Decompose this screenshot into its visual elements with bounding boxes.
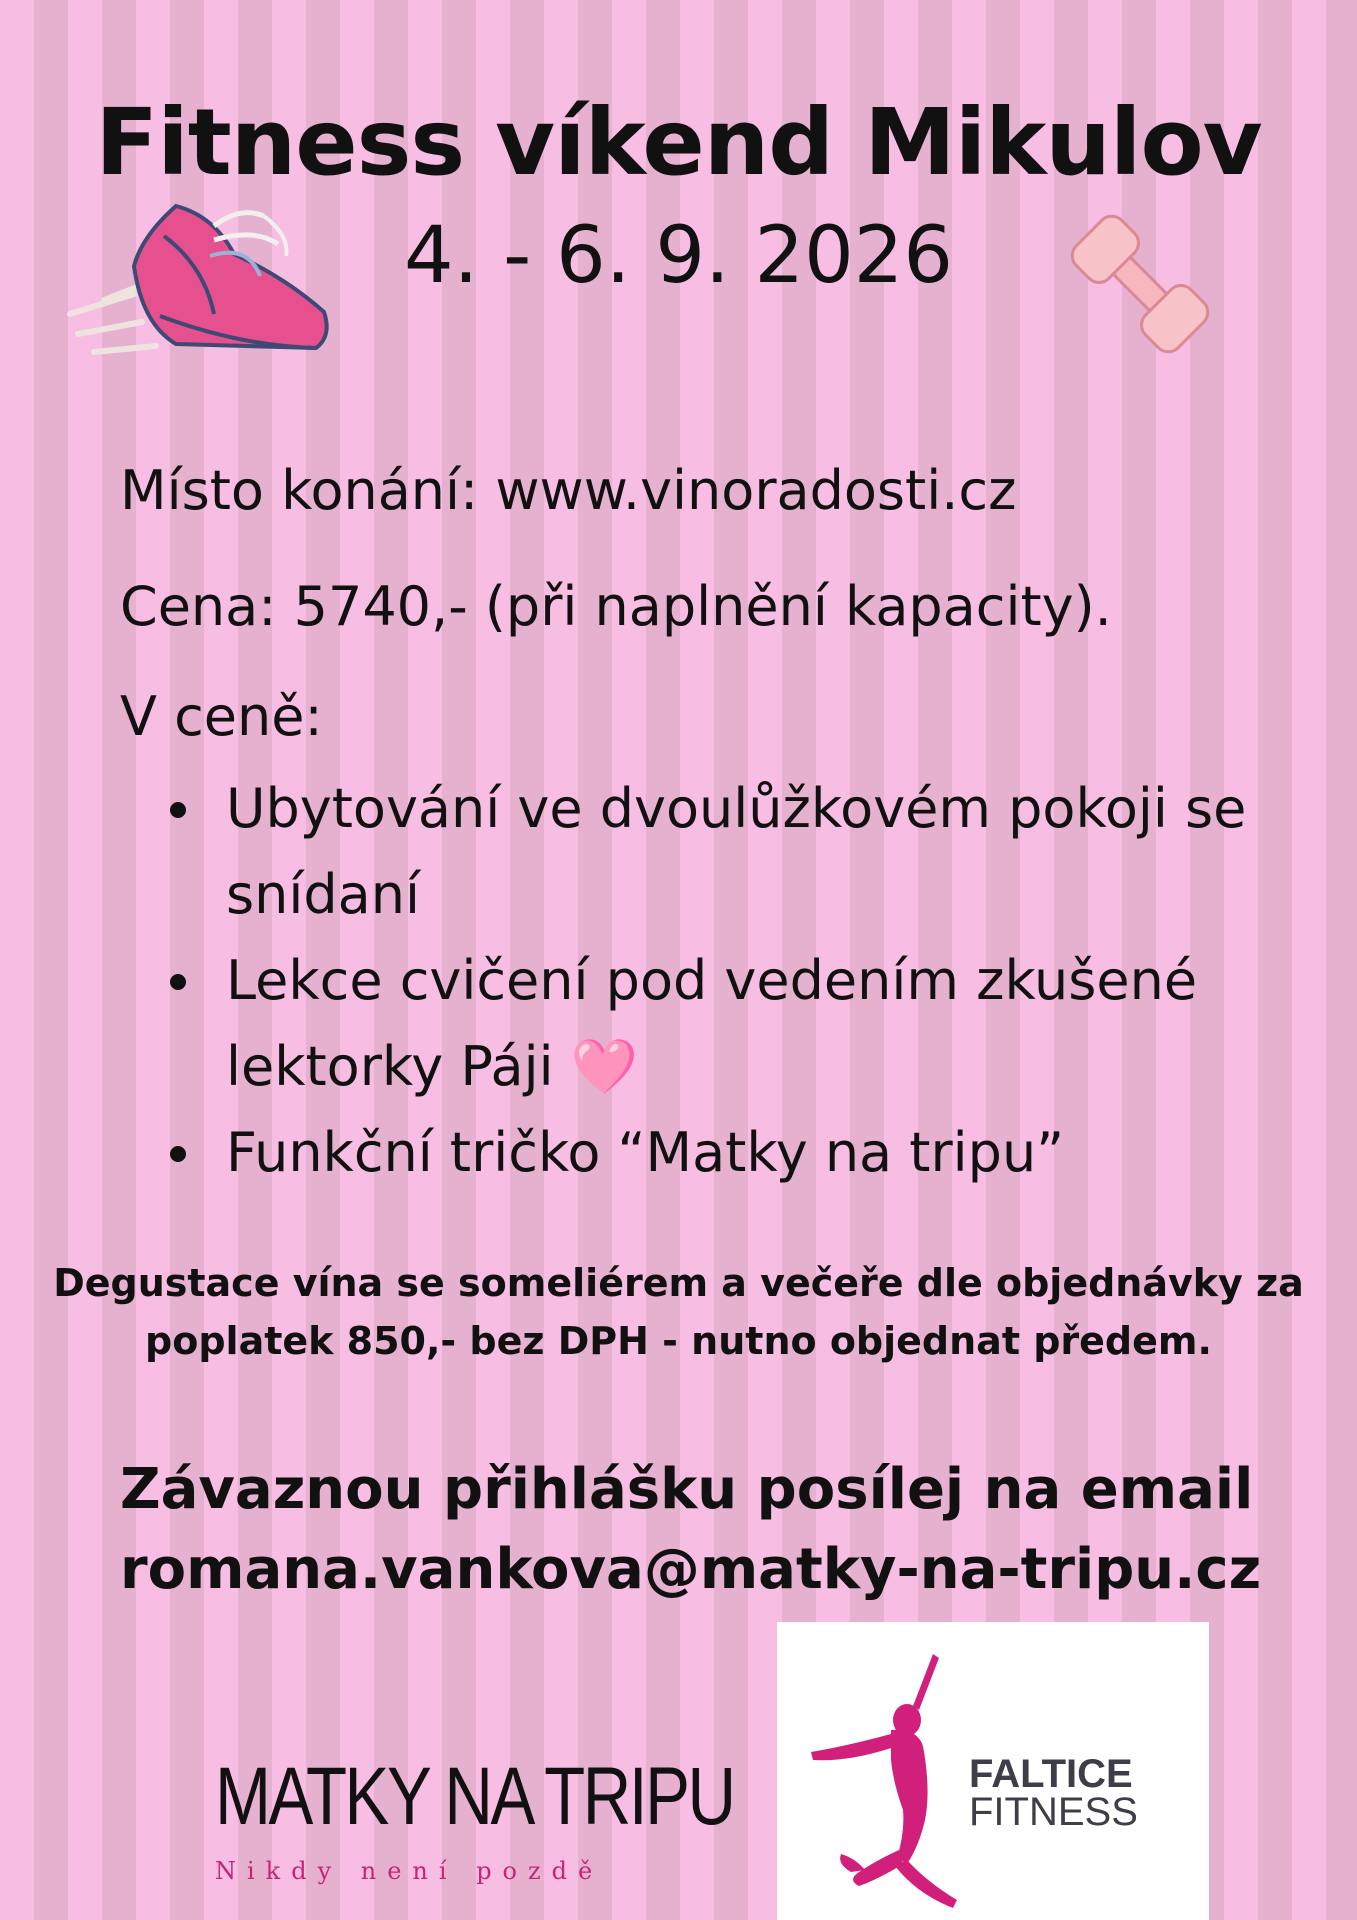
price-text: Cena: 5740,- (při naplnění kapacity). [120, 575, 1112, 638]
sneaker-icon [64, 196, 334, 366]
application-email: romana.vankova@matky-na-tripu.cz [120, 1537, 1262, 1602]
matky-logo-tagline: Nikdy není pozdě [215, 1857, 604, 1885]
list-item: Lekce cvičení pod vedením zkušené lektorky Páji 🩷 [168, 938, 1328, 1110]
list-item: Ubytování ve dvoulůžkovém pokoji se snídaní [168, 766, 1328, 938]
event-date: 4. - 6. 9. 2026 [403, 211, 954, 301]
faltice-logo-line2: FITNESS [969, 1790, 1138, 1834]
faltice-logo-line1: FALTICE [969, 1752, 1133, 1796]
included-heading: V ceně: [120, 685, 323, 748]
matky-logo-name: MATKY NA TRIPU [215, 1751, 734, 1842]
venue-text: Místo konání: www.vinoradosti.cz [120, 459, 1017, 522]
wine-tasting-note: Degustace vína se someliérem a večeře dle objednávky za poplatek 850,- bez DPH - nutno objednat předem. [53, 1261, 1304, 1363]
list-item: Funkční tričko “Matky na tripu” [168, 1110, 1328, 1196]
included-list [168, 766, 1328, 1196]
application-line: Závaznou přihlášku posílej na email [120, 1457, 1254, 1522]
application-info [120, 1450, 1261, 1610]
faltice-logo [777, 1622, 1209, 1920]
dumbbell-icon [1052, 196, 1228, 372]
page-title: Fitness víkend Mikulov [95, 89, 1262, 196]
